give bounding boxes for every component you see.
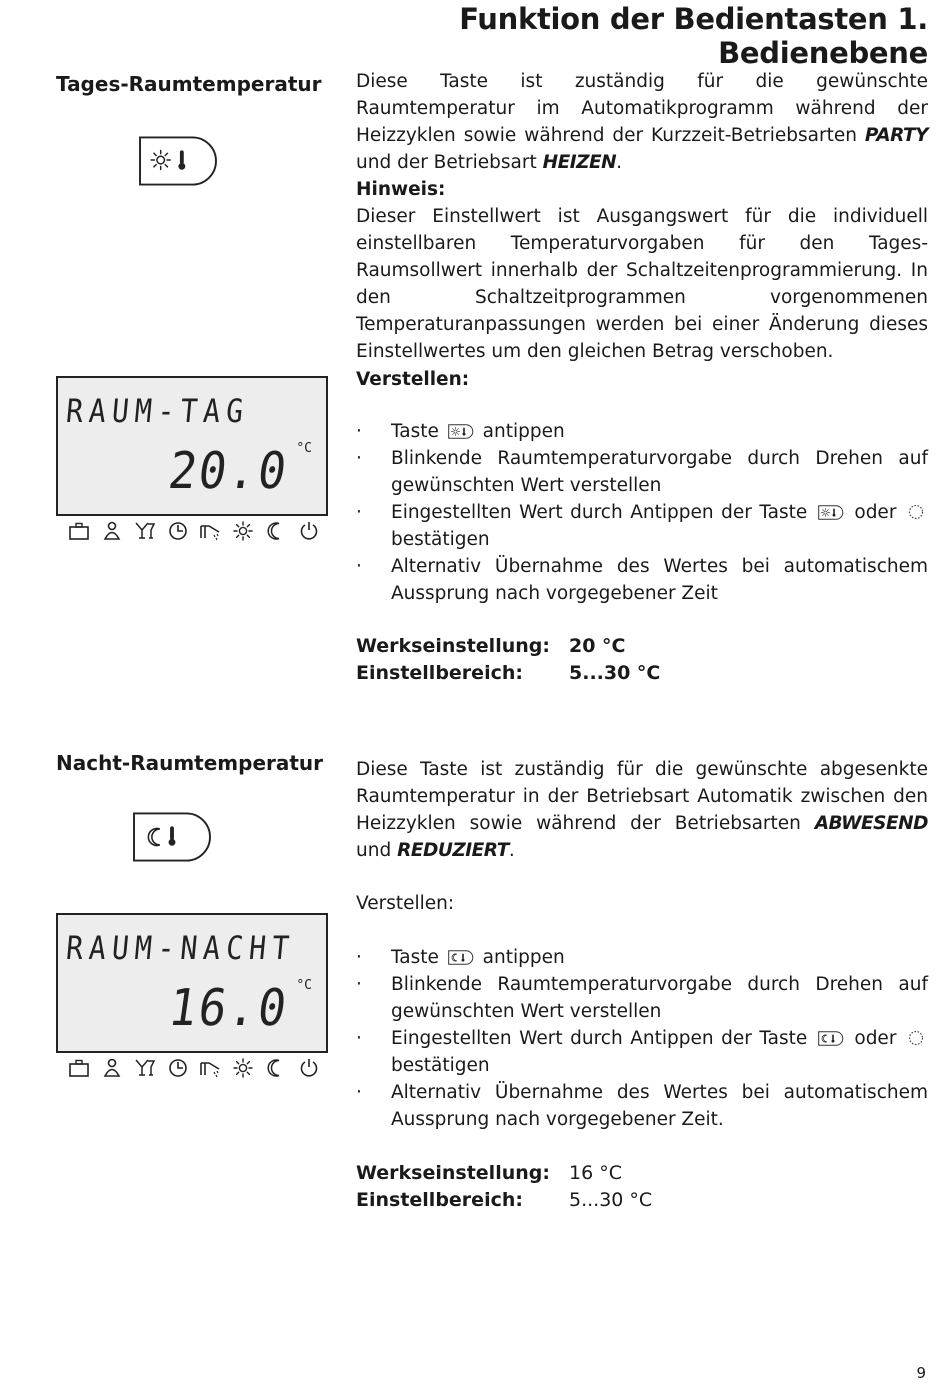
list-item: · Alternativ Übernahme des Wertes bei automatischem Aussprung nach vorgegebener Zeit.: [356, 1082, 928, 1130]
day-key-small-icon: [448, 424, 474, 439]
day-temperature-key-illustration: [138, 136, 218, 186]
suitcase-icon: [68, 1057, 90, 1079]
day-key-small-icon: [818, 505, 844, 520]
list-item: · Taste antippen: [356, 421, 565, 442]
night-temperature-heading: Nacht-Raumtemperatur: [56, 751, 324, 775]
list-item: · Blinkende Raumtemperaturvorgabe durch Drehen auf gewünschten Wert verstellen: [356, 448, 928, 496]
day-factory-setting: Werkseinstellung: 20 °C: [356, 635, 626, 657]
day-temperature-heading: Tages-Raumtemperatur: [56, 72, 322, 96]
lcd-unit: °C: [296, 978, 312, 993]
lcd-unit: °C: [296, 441, 312, 456]
lcd-value: 16.0: [165, 977, 293, 1037]
moon-mode-icon: [265, 520, 287, 542]
day-mode-icons-row: [68, 520, 320, 542]
sun-mode-icon: [232, 520, 254, 542]
suitcase-icon: [68, 520, 90, 542]
clock-icon: [167, 1057, 189, 1079]
party-glass-icon: [134, 1057, 156, 1079]
night-key-small-icon: [818, 1031, 844, 1046]
sun-mode-icon: [232, 1057, 254, 1079]
note-label: Hinweis:: [356, 179, 446, 200]
night-key-small-icon: [448, 950, 474, 965]
page-number: 9: [916, 1364, 926, 1382]
party-glass-icon: [134, 520, 156, 542]
lcd-text: RAUM-TAG: [64, 392, 251, 430]
rotary-knob-icon: [908, 504, 924, 520]
rotary-knob-icon: [908, 1030, 924, 1046]
night-setting-range: Einstellbereich: 5...30 °C: [356, 1189, 653, 1211]
clock-icon: [167, 520, 189, 542]
lcd-text: RAUM-NACHT: [64, 929, 297, 967]
list-item: · Blinkende Raumtemperaturvorgabe durch Drehen auf gewünschten Wert verstellen: [356, 974, 928, 1022]
night-factory-setting: Werkseinstellung: 16 °C: [356, 1162, 622, 1184]
note-text: Dieser Einstellwert ist Ausgangswert für die individuell einstellbaren Temperaturvorgaben für den Tages-Raumsollwert innerhalb der Schaltzeitenprogrammierung. In den Schaltzeitprogrammen vorgenommenen Temperaturanpassungen werden bei einer Änderung dieses Einstellwertes um den gleichen Betrag verschoben.: [356, 206, 928, 362]
hot-water-icon: [199, 1057, 221, 1079]
hot-water-icon: [199, 520, 221, 542]
list-item: · Eingestellten Wert durch Antippen der Taste oder bestätigen: [356, 1025, 928, 1079]
night-intro-paragraph: Diese Taste ist zuständig für die gewünschte abgesenkte Raumtemperatur in der Betriebsart Automatik zwischen den Heizzyklen sowie während der Betriebsarten ABWESEND und REDUZIERT.: [356, 759, 928, 861]
night-adjust-label: Verstellen:: [356, 893, 455, 914]
list-item: · Alternativ Übernahme des Wertes bei automatischem Aussprung nach vorgegebener Zeit: [356, 556, 928, 604]
list-item: · Eingestellten Wert durch Antippen der Taste oder bestätigen: [356, 499, 928, 553]
power-icon: [298, 520, 320, 542]
night-temperature-key-illustration: [132, 812, 212, 862]
power-icon: [298, 1057, 320, 1079]
night-steps-list: [356, 944, 928, 1133]
night-lcd-display: [56, 913, 328, 1053]
day-adjust-label: Verstellen:: [356, 369, 470, 390]
moon-mode-icon: [265, 1057, 287, 1079]
day-note-paragraph: [356, 176, 928, 365]
day-lcd-display: [56, 376, 328, 516]
day-intro-paragraph: Diese Taste ist zuständig für die gewünschte Raumtemperatur im Automatikprogramm während der Heizzyklen sowie während der Kurzzeit-Betriebsarten PARTY und der Betriebsart HEIZEN.: [356, 71, 928, 173]
day-setting-range: Einstellbereich: 5...30 °C: [356, 662, 661, 684]
lcd-value: 20.0: [165, 440, 293, 500]
person-icon: [101, 1057, 123, 1079]
person-icon: [101, 520, 123, 542]
day-steps-list: [356, 418, 928, 607]
night-mode-icons-row: [68, 1057, 320, 1079]
page-title: Funktion der Bedientasten 1. Bedienebene: [459, 2, 928, 70]
list-item: · Taste antippen: [356, 947, 565, 968]
